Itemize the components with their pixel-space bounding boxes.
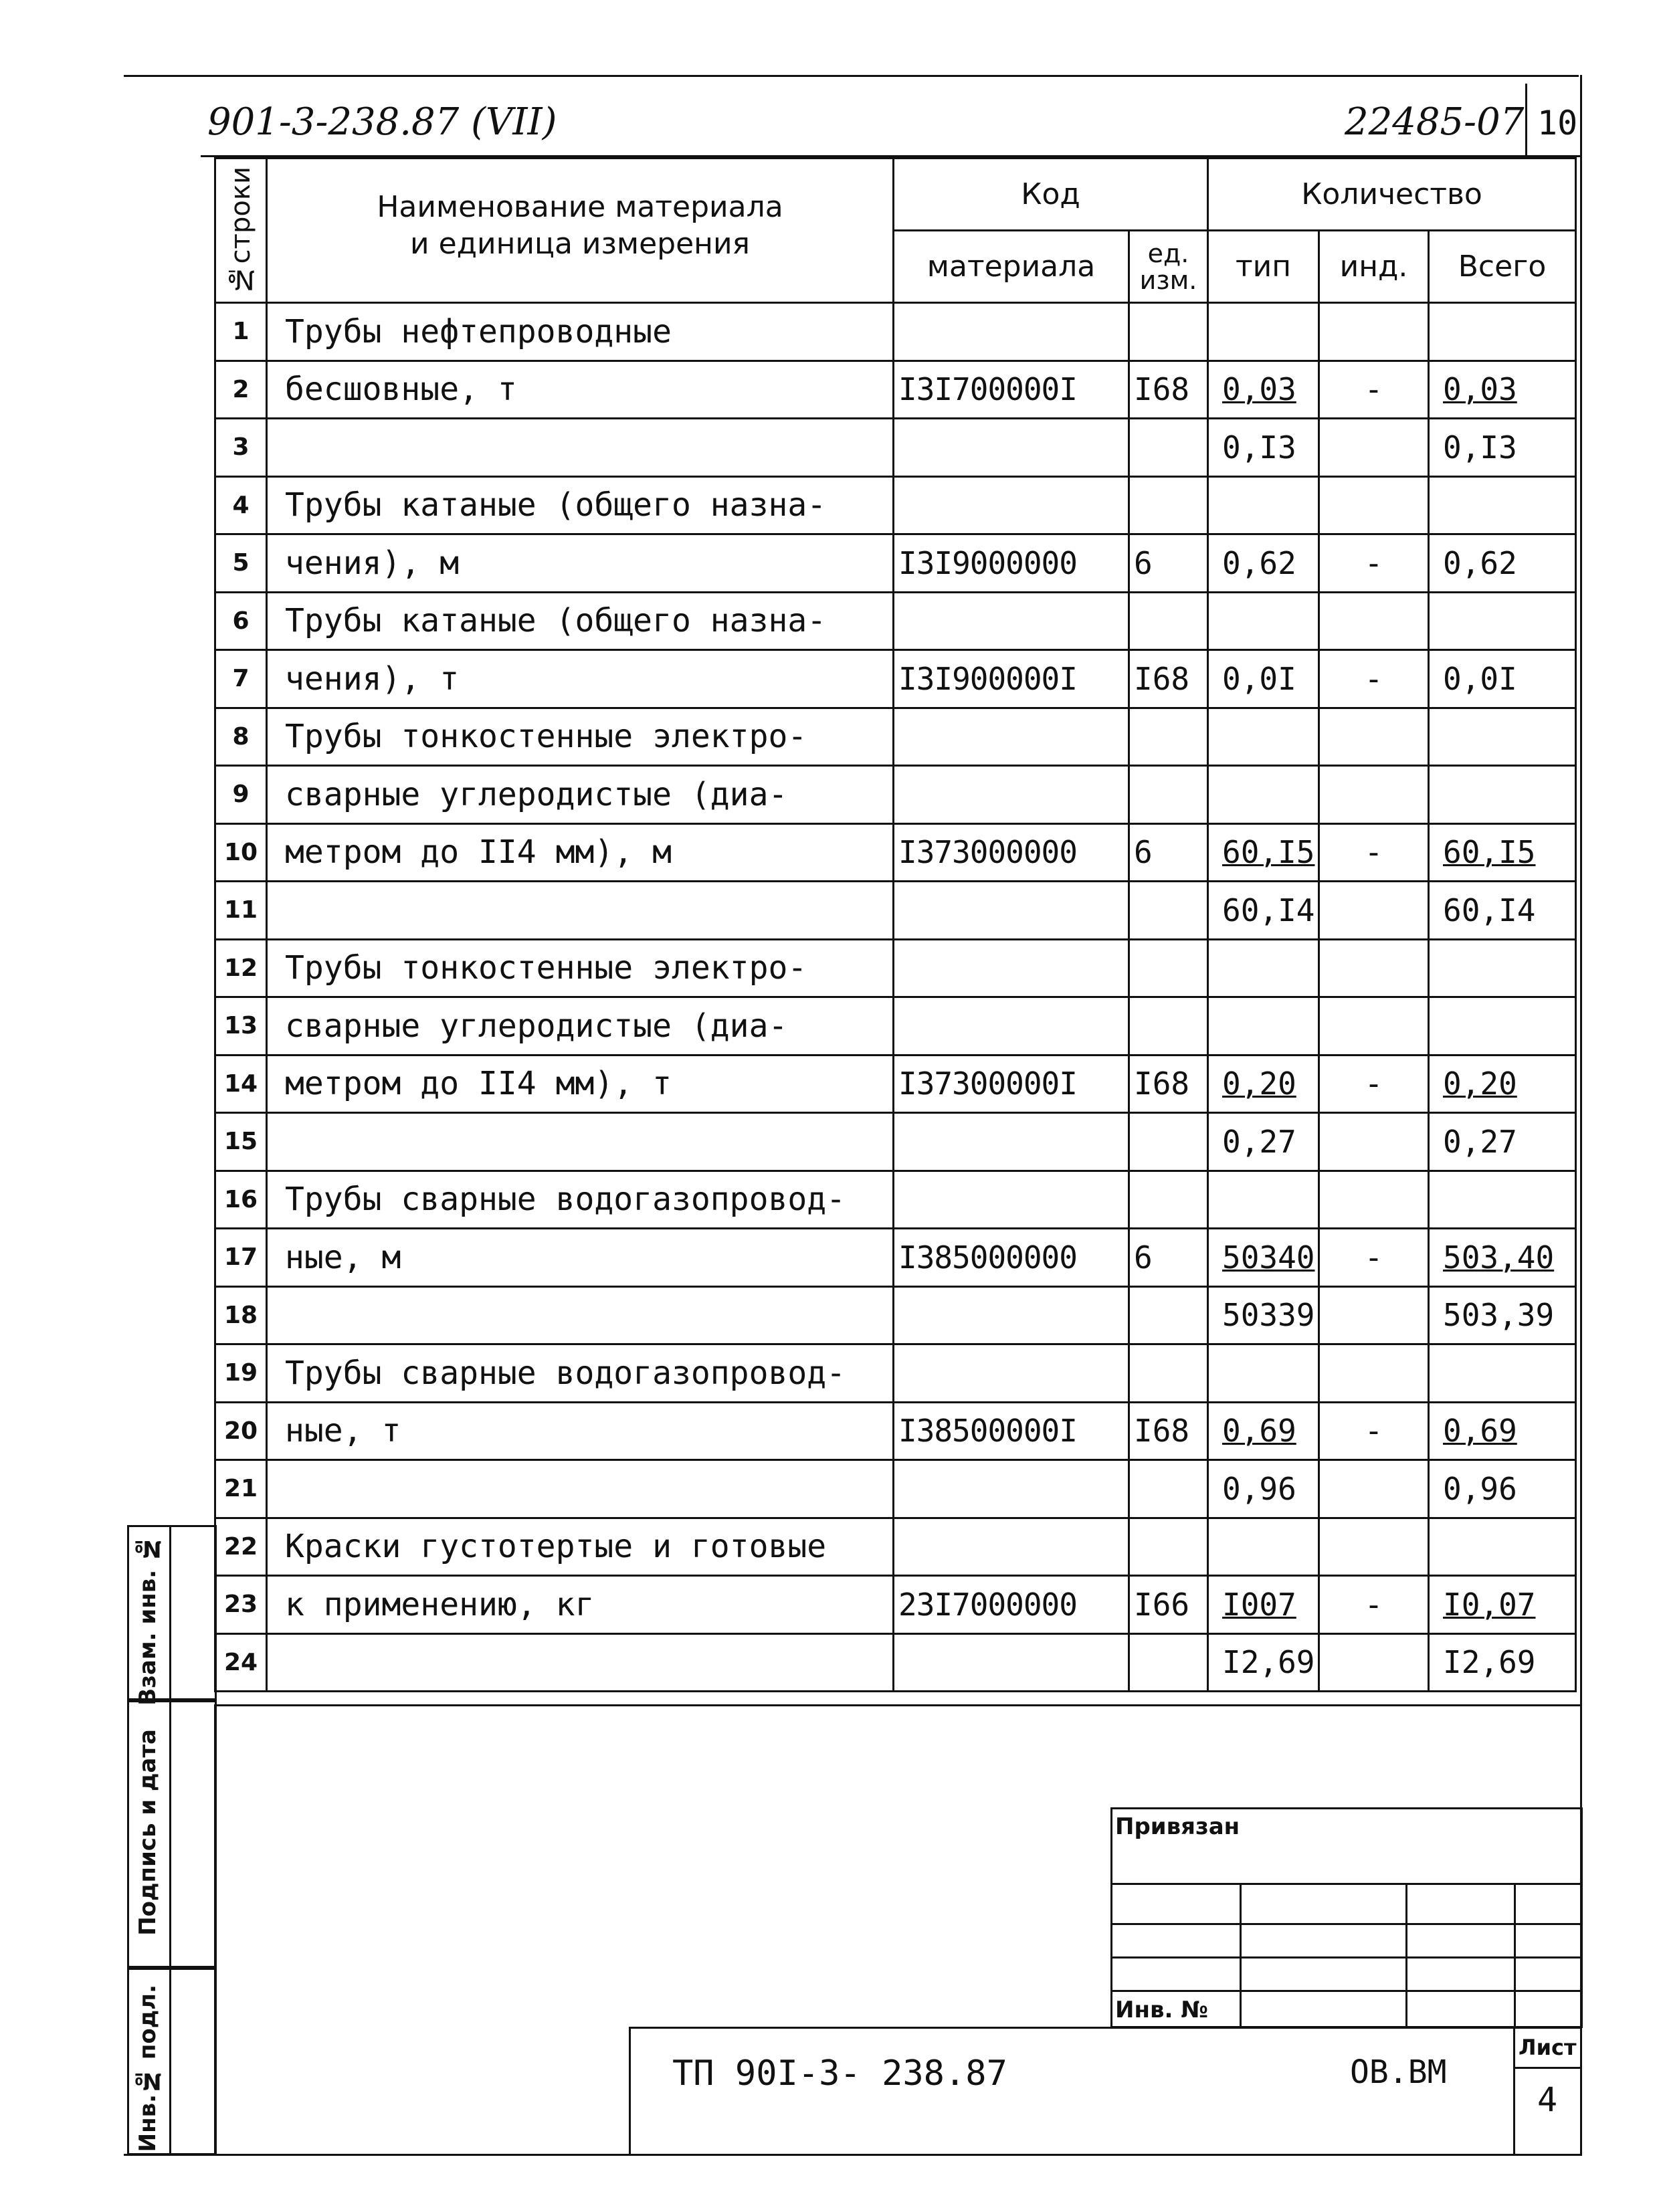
unit-code-cell: 6: [1129, 823, 1208, 882]
material-code-cell: [894, 419, 1129, 477]
qty-total-cell: [1429, 766, 1576, 824]
row-number: 5: [215, 534, 267, 593]
table-bottom-line: [214, 1704, 1582, 1706]
unit-code-cell: I68: [1129, 650, 1208, 708]
material-code-cell: I3I700000I: [894, 361, 1129, 419]
stamp-replaced-inv-label: Взам. инв. №: [134, 1535, 161, 1706]
stamp-divider: [169, 1527, 171, 1701]
unit-code-cell: [1129, 997, 1208, 1055]
row-number: 3: [215, 419, 267, 477]
sheet-cell-left: [1513, 2027, 1515, 2155]
table-row: [215, 1402, 1576, 1460]
qty-total-cell: 0,96: [1429, 1460, 1576, 1518]
table-row: [215, 939, 1576, 997]
stamp-signature-date: [127, 1700, 217, 1968]
qty-total-cell: [1429, 1518, 1576, 1576]
table-row: [215, 1229, 1576, 1287]
document-mark: ОВ.ВМ: [1350, 2053, 1447, 2091]
material-name-cell: сварные углеродистые (диа-: [267, 997, 894, 1055]
material-name-cell: сварные углеродистые (диа-: [267, 766, 894, 824]
material-name-cell: [267, 419, 894, 477]
binding-vline: [1514, 1883, 1516, 2026]
qty-total-cell: I2,69: [1429, 1633, 1576, 1692]
qty-ind-cell: [1319, 1344, 1429, 1403]
qty-ind-cell: [1319, 1286, 1429, 1344]
sheet-cell-divider: [1513, 2067, 1582, 2069]
row-number: 1: [215, 303, 267, 361]
title-block-left: [629, 2027, 631, 2155]
qty-ind-cell: [1319, 592, 1429, 650]
material-name-cell: чения), м: [267, 534, 894, 593]
binding-label: Привязан: [1115, 1813, 1240, 1840]
material-name-cell: к применению, кг: [267, 1576, 894, 1634]
qty-total-cell: [1429, 1171, 1576, 1229]
inv-number-label: Инв. №: [1115, 1997, 1209, 2023]
material-code-cell: [894, 1460, 1129, 1518]
binding-vline: [1405, 1883, 1407, 2026]
qty-type-cell: I2,69: [1208, 1633, 1319, 1692]
qty-type-cell: [1208, 766, 1319, 824]
material-code-cell: [894, 882, 1129, 940]
sheet-value: 4: [1537, 2080, 1558, 2119]
stamp-original-inv-label: Инв.№ подл.: [134, 1985, 161, 2152]
qty-total-cell: 0,20: [1429, 1055, 1576, 1113]
qty-type-cell: [1208, 592, 1319, 650]
unit-code-cell: [1129, 1171, 1208, 1229]
qty-total-cell: 60,I4: [1429, 882, 1576, 940]
unit-code-cell: [1129, 1518, 1208, 1576]
material-code-cell: I385000000: [894, 1229, 1129, 1287]
qty-type-cell: I007: [1208, 1576, 1319, 1634]
qty-ind-cell: -: [1319, 1055, 1429, 1113]
qty-type-cell: [1208, 997, 1319, 1055]
unit-code-cell: [1129, 708, 1208, 766]
material-name-cell: метром до II4 мм), м: [267, 823, 894, 882]
material-code-cell: [894, 1286, 1129, 1344]
qty-total-cell: [1429, 592, 1576, 650]
row-number: 21: [215, 1460, 267, 1518]
table-row: [215, 1113, 1576, 1171]
row-number: 23: [215, 1576, 267, 1634]
row-number-label: №строки: [225, 166, 256, 295]
material-name-label-2: и единица измерения: [409, 227, 751, 261]
row-number: 20: [215, 1402, 267, 1460]
table-row: [215, 997, 1576, 1055]
row-number: 19: [215, 1344, 267, 1403]
row-number: 16: [215, 1171, 267, 1229]
row-number: 24: [215, 1633, 267, 1692]
row-number: 17: [215, 1229, 267, 1287]
unit-code-cell: [1129, 1113, 1208, 1171]
header-qty-type: тип: [1208, 231, 1319, 303]
binding-vline: [1240, 1883, 1242, 2026]
stamp-replaced-inv: [127, 1525, 217, 1706]
qty-ind-cell: -: [1319, 1402, 1429, 1460]
qty-type-cell: [1208, 1344, 1319, 1403]
qty-type-cell: [1208, 303, 1319, 361]
qty-type-cell: 0,20: [1208, 1055, 1319, 1113]
table-row: [215, 823, 1576, 882]
unit-code-cell: I66: [1129, 1576, 1208, 1634]
row-number: 8: [215, 708, 267, 766]
material-name-cell: чения), т: [267, 650, 894, 708]
table-row: [215, 1055, 1576, 1113]
qty-type-cell: 50340: [1208, 1229, 1319, 1287]
material-name-cell: Краски густотертые и готовые: [267, 1518, 894, 1576]
unit-code-cell: I68: [1129, 1402, 1208, 1460]
material-code-cell: [894, 476, 1129, 534]
row-number: 7: [215, 650, 267, 708]
table-row: [215, 1286, 1576, 1344]
qty-ind-cell: [1319, 1460, 1429, 1518]
header-code-group: Код: [894, 159, 1208, 231]
qty-total-cell: [1429, 997, 1576, 1055]
qty-type-cell: 0,I3: [1208, 419, 1319, 477]
top-border-line: [124, 75, 1579, 77]
header-row-number: [215, 159, 267, 303]
qty-type-cell: 0,0I: [1208, 650, 1319, 708]
qty-ind-cell: -: [1319, 361, 1429, 419]
qty-ind-cell: -: [1319, 1229, 1429, 1287]
material-code-cell: [894, 939, 1129, 997]
qty-type-cell: 0,03: [1208, 361, 1319, 419]
row-number: 14: [215, 1055, 267, 1113]
unit-code-cell: 6: [1129, 534, 1208, 593]
material-name-cell: Трубы сварные водогазопровод-: [267, 1344, 894, 1403]
qty-total-cell: 0,62: [1429, 534, 1576, 593]
qty-type-cell: 0,96: [1208, 1460, 1319, 1518]
material-name-cell: Трубы нефтепроводные: [267, 303, 894, 361]
qty-ind-cell: [1319, 708, 1429, 766]
material-name-label-1: Наименование материала: [377, 190, 783, 224]
qty-type-cell: 0,62: [1208, 534, 1319, 593]
qty-total-cell: [1429, 1344, 1576, 1403]
qty-ind-cell: [1319, 476, 1429, 534]
qty-total-cell: I0,07: [1429, 1576, 1576, 1634]
material-name-cell: [267, 1633, 894, 1692]
qty-total-cell: [1429, 476, 1576, 534]
unit-code-cell: 6: [1129, 1229, 1208, 1287]
table-row: [215, 708, 1576, 766]
material-name-cell: ные, м: [267, 1229, 894, 1287]
unit-code-cell: [1129, 1286, 1208, 1344]
table-row: [215, 1460, 1576, 1518]
sheet-number: 10: [1537, 104, 1578, 142]
unit-code-cell: [1129, 882, 1208, 940]
table-row: [215, 361, 1576, 419]
row-number: 6: [215, 592, 267, 650]
header-material-code: материала: [894, 231, 1129, 303]
qty-type-cell: [1208, 1518, 1319, 1576]
binding-block: [1110, 1807, 1583, 2028]
sheet-number-divider: [1525, 84, 1527, 156]
qty-total-cell: 0,03: [1429, 361, 1576, 419]
table-row: [215, 303, 1576, 361]
material-code-cell: [894, 997, 1129, 1055]
table-row: [215, 1633, 1576, 1692]
sheet-label: Лист: [1519, 2035, 1577, 2060]
unit-code-cell: I68: [1129, 361, 1208, 419]
material-name-cell: Трубы тонкостенные электро-: [267, 708, 894, 766]
binding-hline: [1112, 1990, 1581, 1992]
qty-type-cell: [1208, 1171, 1319, 1229]
qty-ind-cell: [1319, 303, 1429, 361]
material-name-cell: ные, т: [267, 1402, 894, 1460]
row-number: 10: [215, 823, 267, 882]
qty-ind-cell: [1319, 1113, 1429, 1171]
row-number: 22: [215, 1518, 267, 1576]
qty-total-cell: 503,39: [1429, 1286, 1576, 1344]
qty-ind-cell: -: [1319, 823, 1429, 882]
qty-ind-cell: -: [1319, 650, 1429, 708]
qty-ind-cell: -: [1319, 534, 1429, 593]
stamp-original-inv: [127, 1968, 217, 2155]
unit-code-cell: [1129, 939, 1208, 997]
material-code-cell: [894, 1518, 1129, 1576]
material-code-cell: I37300000I: [894, 1055, 1129, 1113]
binding-hline: [1112, 1923, 1581, 1925]
material-code-cell: [894, 1171, 1129, 1229]
binding-hline: [1112, 1956, 1581, 1958]
unit-code-cell: [1129, 592, 1208, 650]
table-row: [215, 592, 1576, 650]
header-qty-total: Всего: [1429, 231, 1576, 303]
material-code-cell: I3I9000000: [894, 534, 1129, 593]
bottom-frame-line: [124, 2154, 1582, 2156]
row-number: 15: [215, 1113, 267, 1171]
qty-ind-cell: [1319, 882, 1429, 940]
document-code-right: 22485-07: [1345, 100, 1525, 144]
unit-code-cell: [1129, 1460, 1208, 1518]
row-number: 13: [215, 997, 267, 1055]
table-row: [215, 1518, 1576, 1576]
table-row: [215, 766, 1576, 824]
qty-total-cell: 0,I3: [1429, 419, 1576, 477]
row-number: 2: [215, 361, 267, 419]
material-code-cell: I373000000: [894, 823, 1129, 882]
material-name-cell: [267, 882, 894, 940]
unit-code-cell: I68: [1129, 1055, 1208, 1113]
material-code-cell: 23I7000000: [894, 1576, 1129, 1634]
material-code-cell: [894, 708, 1129, 766]
row-number: 18: [215, 1286, 267, 1344]
header-quantity-group: Количество: [1208, 159, 1576, 231]
material-name-cell: метром до II4 мм), т: [267, 1055, 894, 1113]
header-qty-ind: инд.: [1319, 231, 1429, 303]
material-name-cell: Трубы сварные водогазопровод-: [267, 1171, 894, 1229]
qty-total-cell: 0,27: [1429, 1113, 1576, 1171]
material-name-cell: Трубы катаные (общего назна-: [267, 592, 894, 650]
table-row: [215, 650, 1576, 708]
qty-type-cell: 0,69: [1208, 1402, 1319, 1460]
material-code-cell: [894, 1633, 1129, 1692]
qty-total-cell: 503,40: [1429, 1229, 1576, 1287]
qty-type-cell: [1208, 708, 1319, 766]
binding-hline: [1112, 1883, 1581, 1885]
qty-total-cell: [1429, 708, 1576, 766]
row-number: 4: [215, 476, 267, 534]
qty-total-cell: [1429, 303, 1576, 361]
material-name-cell: [267, 1286, 894, 1344]
qty-ind-cell: [1319, 1171, 1429, 1229]
table-row: [215, 1576, 1576, 1634]
material-name-cell: [267, 1113, 894, 1171]
unit-code-cell: [1129, 476, 1208, 534]
material-name-cell: Трубы катаные (общего назна-: [267, 476, 894, 534]
material-name-cell: [267, 1460, 894, 1518]
unit-code-cell: [1129, 1633, 1208, 1692]
material-code-cell: [894, 592, 1129, 650]
table-row: [215, 882, 1576, 940]
qty-total-cell: [1429, 939, 1576, 997]
unit-code-cell: [1129, 419, 1208, 477]
table-body: [215, 303, 1576, 1692]
qty-total-cell: 60,I5: [1429, 823, 1576, 882]
qty-type-cell: [1208, 476, 1319, 534]
qty-ind-cell: [1319, 1518, 1429, 1576]
qty-ind-cell: [1319, 766, 1429, 824]
row-number: 11: [215, 882, 267, 940]
header-unit-code: ед. изм.: [1129, 231, 1208, 303]
stamp-divider: [169, 1702, 171, 1969]
unit-code-cell: [1129, 303, 1208, 361]
stamp-divider: [169, 1970, 171, 2156]
qty-ind-cell: -: [1319, 1576, 1429, 1634]
materials-table: [214, 157, 1577, 1692]
material-code-cell: [894, 1344, 1129, 1403]
row-number: 9: [215, 766, 267, 824]
title-block-top: [629, 2027, 1582, 2029]
document-code-left: 901-3-238.87 (VII): [207, 100, 557, 144]
unit-code-cell: [1129, 766, 1208, 824]
table-row: [215, 1344, 1576, 1403]
qty-type-cell: 50339: [1208, 1286, 1319, 1344]
table-row: [215, 1171, 1576, 1229]
document-code: ТП 90I-3- 238.87: [672, 2053, 1007, 2094]
qty-ind-cell: [1319, 997, 1429, 1055]
stamp-signature-date-label: Подпись и дата: [134, 1729, 161, 1936]
qty-type-cell: 60,I5: [1208, 823, 1319, 882]
table-row: [215, 476, 1576, 534]
material-code-cell: [894, 1113, 1129, 1171]
table-row: [215, 419, 1576, 477]
qty-ind-cell: [1319, 939, 1429, 997]
material-code-cell: [894, 766, 1129, 824]
material-name-cell: бесшовные, т: [267, 361, 894, 419]
qty-total-cell: 0,0I: [1429, 650, 1576, 708]
qty-type-cell: 60,I4: [1208, 882, 1319, 940]
material-code-cell: I3I900000I: [894, 650, 1129, 708]
table-row: [215, 534, 1576, 593]
material-code-cell: I38500000I: [894, 1402, 1129, 1460]
qty-total-cell: 0,69: [1429, 1402, 1576, 1460]
material-name-cell: Трубы тонкостенные электро-: [267, 939, 894, 997]
qty-type-cell: 0,27: [1208, 1113, 1319, 1171]
qty-type-cell: [1208, 939, 1319, 997]
header-material-name: [267, 159, 894, 303]
row-number: 12: [215, 939, 267, 997]
qty-ind-cell: [1319, 1633, 1429, 1692]
qty-ind-cell: [1319, 419, 1429, 477]
unit-code-cell: [1129, 1344, 1208, 1403]
material-code-cell: [894, 303, 1129, 361]
